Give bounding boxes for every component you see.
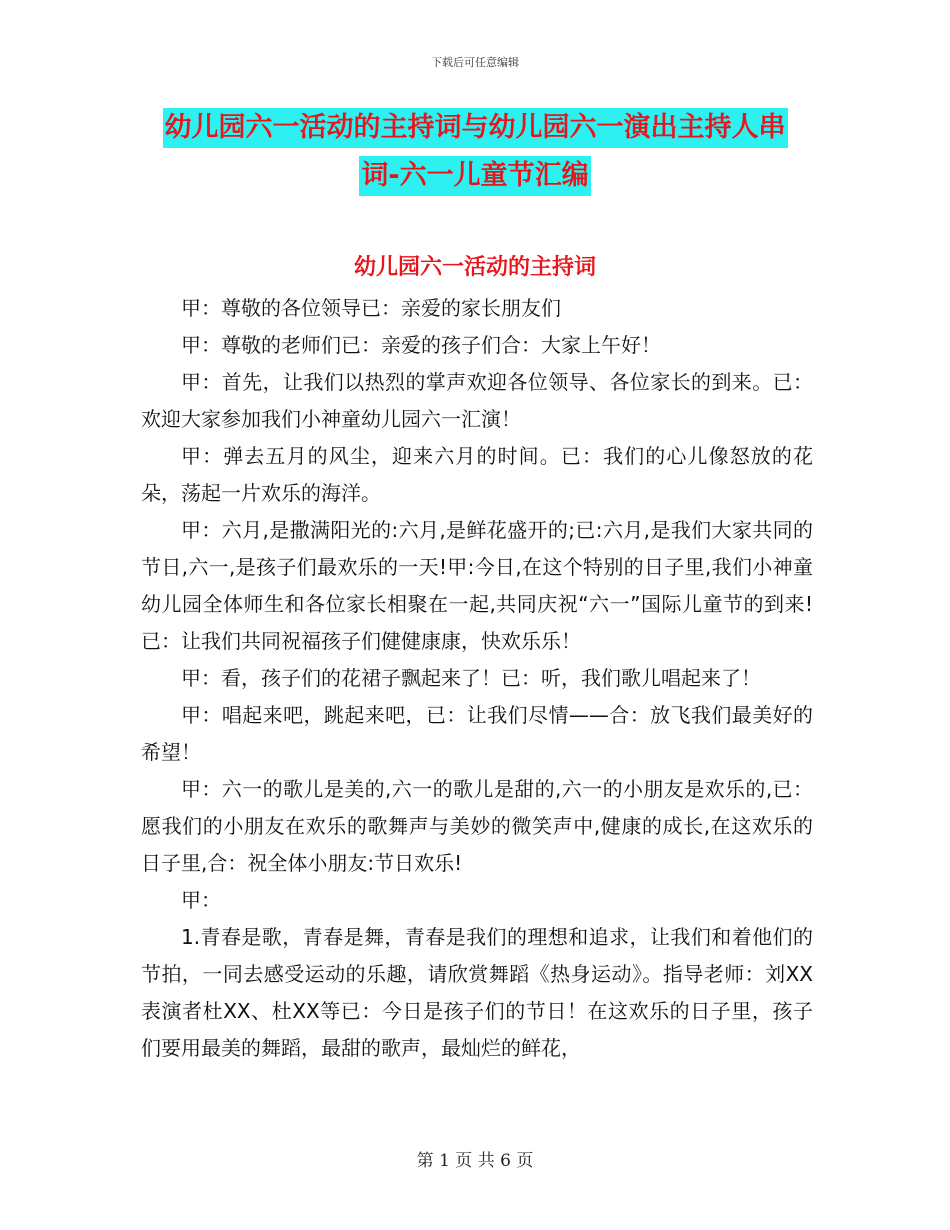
paragraph: 甲：六一的歌儿是美的,六一的歌儿是甜的,六一的小朋友是欢乐的,已：愿我们的小朋友在欢乐的歌舞声与美妙的微笑声中,健康的成长,在这欢乐的日子里,合：祝全体小朋友:节日欢乐!: [141, 777, 813, 875]
paragraph: 甲：首先，让我们以热烈的掌声欢迎各位领导、各位家长的到来。已：欢迎大家参加我们小神童幼儿园六一汇演！: [141, 370, 813, 431]
page-footer: 第 1 页 共 6 页: [416, 1151, 534, 1171]
paragraph: 甲：唱起来吧，跳起来吧，已：让我们尽情——合：放飞我们最美好的希望！: [141, 703, 813, 764]
title-line-1: 幼儿园六一活动的主持词与幼儿园六一演出主持人串: [163, 108, 788, 148]
section-title: 幼儿园六一活动的主持词: [353, 255, 596, 280]
paragraph: 甲：: [181, 888, 221, 912]
paragraph: 1.青春是歌，青春是舞，青春是我们的理想和追求，让我们和着他们的节拍，一同去感受运动的乐趣，请欣赏舞蹈《热身运动》。指导老师：刘XX表演者杜XX、杜XX等已：今日是孩子们的节日！在这欢乐的日子里，孩子们要用最美的舞蹈，最甜的歌声，最灿烂的鲜花，: [141, 925, 813, 1060]
paragraph: 甲：六月,是撒满阳光的:六月,是鲜花盛开的;已:六月,是我们大家共同的节日,六一,是孩子们最欢乐的一天!甲:今日,在这个特别的日子里,我们小神童幼儿园全体师生和各位家长相聚在一起,共同庆祝“六一”国际儿童节的到来!已：让我们共同祝福孩子们健健康康，快欢乐乐！: [141, 518, 813, 653]
document-title: [0, 108, 950, 204]
body-text: [141, 290, 813, 1067]
paragraph: 甲：尊敬的各位领导已：亲爱的家长朋友们: [181, 296, 561, 320]
title-line-2: 词-六一儿童节汇编: [359, 156, 590, 196]
paragraph: 甲：弹去五月的风尘，迎来六月的时间。已：我们的心儿像怒放的花朵，荡起一片欢乐的海洋。: [141, 444, 813, 505]
header-note: 下载后可任意编辑: [431, 56, 519, 69]
paragraph: 甲：尊敬的老师们已：亲爱的孩子们合：大家上午好！: [181, 333, 661, 357]
paragraph: 甲：看，孩子们的花裙子飘起来了！已：听，我们歌儿唱起来了！: [181, 666, 761, 690]
